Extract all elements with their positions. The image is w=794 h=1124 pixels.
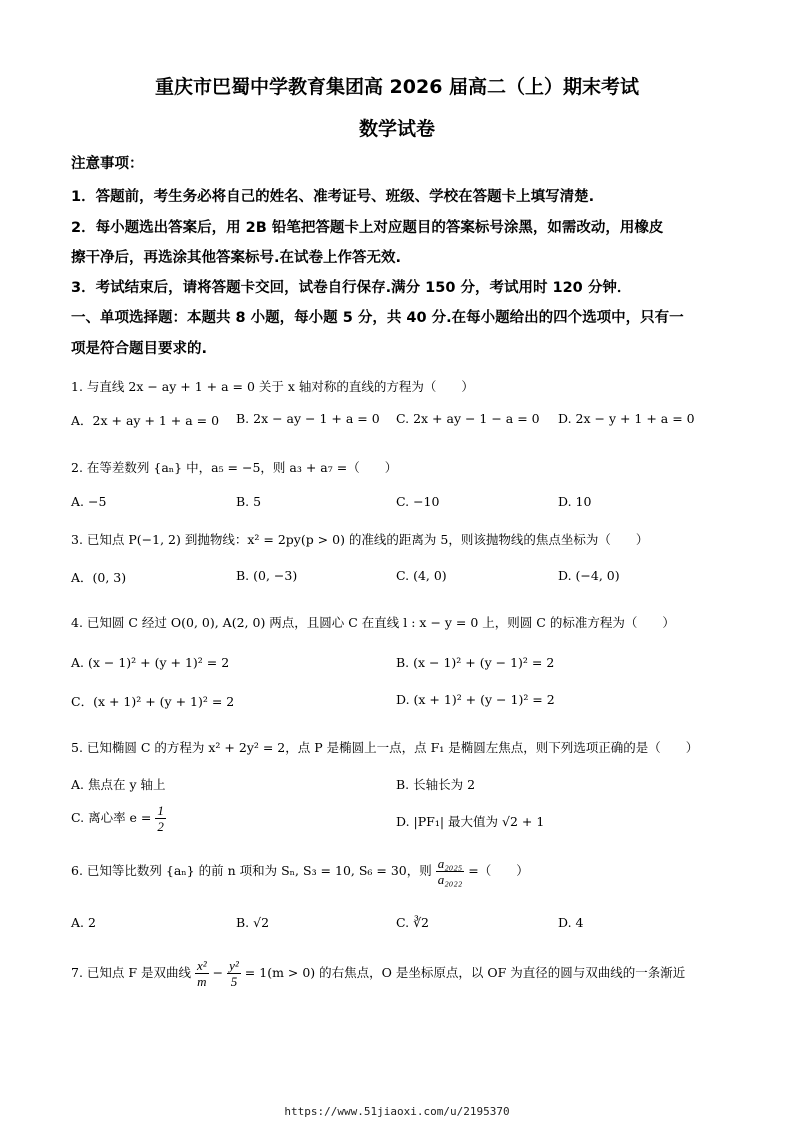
notice-item-2: 2．每小题选出答案后，用 2B 铅笔把答题卡上对应题目的答案标号涂黑，如需改动，用橡皮 (71, 220, 664, 236)
q4-option-c: C．(x + 1)² + (y + 1)² = 2 (71, 694, 235, 709)
page-subtitle: 数学试卷 (358, 118, 435, 140)
q7-fraction-2 (227, 958, 241, 989)
question-7-stem (71, 958, 685, 989)
q5-option-c-label: C. 离心率 e = (71, 810, 152, 825)
q3-option-b: B. (0, −3) (236, 568, 298, 583)
notice-item-3: 3．考试结束后，请将答题卡交回，试卷自行保存.满分 150 分，考试用时 120 分钟． (71, 280, 632, 296)
question-1-stem: 1. 与直线 2x − ay + 1 + a = 0 关于 x 轴对称的直线的方程为（ ） (71, 379, 474, 394)
section-heading-line1: 一、单项选择题：本题共 8 小题，每小题 5 分，共 40 分.在每小题给出的四个选项中，只有一 (71, 310, 684, 326)
question-5-stem: 5. 已知椭圆 C 的方程为 x² + 2y² = 2，点 P 是椭圆上一点，点 F₁ 是椭圆左焦点，则下列选项正确的是（ ） (71, 740, 699, 755)
q6-option-b: B. √2 (236, 915, 270, 930)
question-2-stem: 2. 在等差数列 {aₙ} 中，a₅ = −5，则 a₃ + a₇ =（ ） (71, 460, 398, 475)
q5-option-d: D. |PF₁| 最大值为 √2 + 1 (396, 814, 545, 829)
q2-option-b: B. 5 (236, 494, 262, 509)
q6-option-d: D. 4 (558, 915, 584, 930)
section-heading-line2: 项是符合题目要求的. (71, 341, 208, 357)
q3-option-d: D. (−4, 0) (558, 568, 620, 583)
fraction-numerator: x² (197, 958, 207, 973)
notice-heading: 注意事项： (71, 156, 144, 172)
q3-option-a: A．(0, 3) (71, 570, 127, 585)
question-6-stem (71, 856, 529, 887)
q2-option-c: C. −10 (396, 494, 440, 509)
q6-stem-pre: 6. 已知等比数列 {aₙ} 的前 n 项和为 Sₙ, S₃ = 10, S₆ = 30，则 (71, 863, 432, 878)
q7-fraction-1 (195, 958, 209, 989)
q5-option-c (71, 803, 166, 834)
notice-item-1: 1．答题前，考生务必将自己的姓名、准考证号、班级、学校在答题卡上填写清楚. (71, 189, 595, 205)
q6-option-a: A. 2 (71, 915, 96, 930)
question-4-stem: 4. 已知圆 C 经过 O(0, 0), A(2, 0) 两点，且圆心 C 在直线 l : x − y = 0 上，则圆 C 的标准方程为（ ） (71, 615, 675, 630)
fraction-denominator: m (197, 974, 207, 989)
q1-option-c: C. 2x + ay − 1 − a = 0 (396, 411, 540, 426)
q7-stem-post: = 1(m > 0) 的右焦点，O 是坐标原点，以 OF 为直径的圆与双曲线的一条渐近 (244, 965, 686, 980)
fraction-numerator: y² (229, 958, 239, 973)
q3-option-c: C. (4, 0) (396, 568, 447, 583)
q1-option-b: B. 2x − ay − 1 + a = 0 (236, 411, 380, 426)
fraction-numerator: 1 (157, 803, 164, 818)
q4-option-a: A. (x − 1)² + (y + 1)² = 2 (71, 655, 230, 670)
q1-option-a: A．2x + ay + 1 + a = 0 (71, 413, 220, 428)
page-title: 重庆市巴蜀中学教育集团高 2026 届高二（上）期末考试 (154, 76, 640, 98)
fraction-denominator: 2 (157, 819, 164, 834)
q4-option-d: D. (x + 1)² + (y − 1)² = 2 (396, 692, 555, 707)
q1-option-d: D. 2x − y + 1 + a = 0 (558, 411, 695, 426)
q2-option-d: D. 10 (558, 494, 592, 509)
q5-option-a: A. 焦点在 y 轴上 (71, 777, 166, 792)
q5-option-c-fraction (155, 803, 166, 834)
footer-url[interactable]: https://www.51jiaoxi.com/u/2195370 (284, 1105, 510, 1118)
q7-minus: − (212, 965, 224, 980)
fraction-denominator: 5 (230, 974, 238, 989)
notice-item-2-cont: 擦干净后，再选涂其他答案标号.在试卷上作答无效. (71, 250, 402, 266)
q6-stem-post: =（ ） (468, 863, 529, 878)
q6-stem-fraction (436, 856, 465, 887)
q2-option-a: A. −5 (71, 494, 107, 509)
question-3-stem: 3. 已知点 P(−1, 2) 到抛物线：x² = 2py(p > 0) 的准线的距离为 5，则该抛物线的焦点坐标为（ ） (71, 532, 649, 547)
q5-option-b: B. 长轴长为 2 (396, 777, 476, 792)
q7-stem-pre: 7. 已知点 F 是双曲线 (71, 965, 192, 980)
fraction-denominator: a₂₀₂₂ (437, 872, 463, 887)
q4-option-b: B. (x − 1)² + (y − 1)² = 2 (396, 655, 555, 670)
q6-option-c: C. ∛2 (396, 915, 429, 930)
fraction-numerator: a₂₀₂₅ (437, 856, 463, 871)
